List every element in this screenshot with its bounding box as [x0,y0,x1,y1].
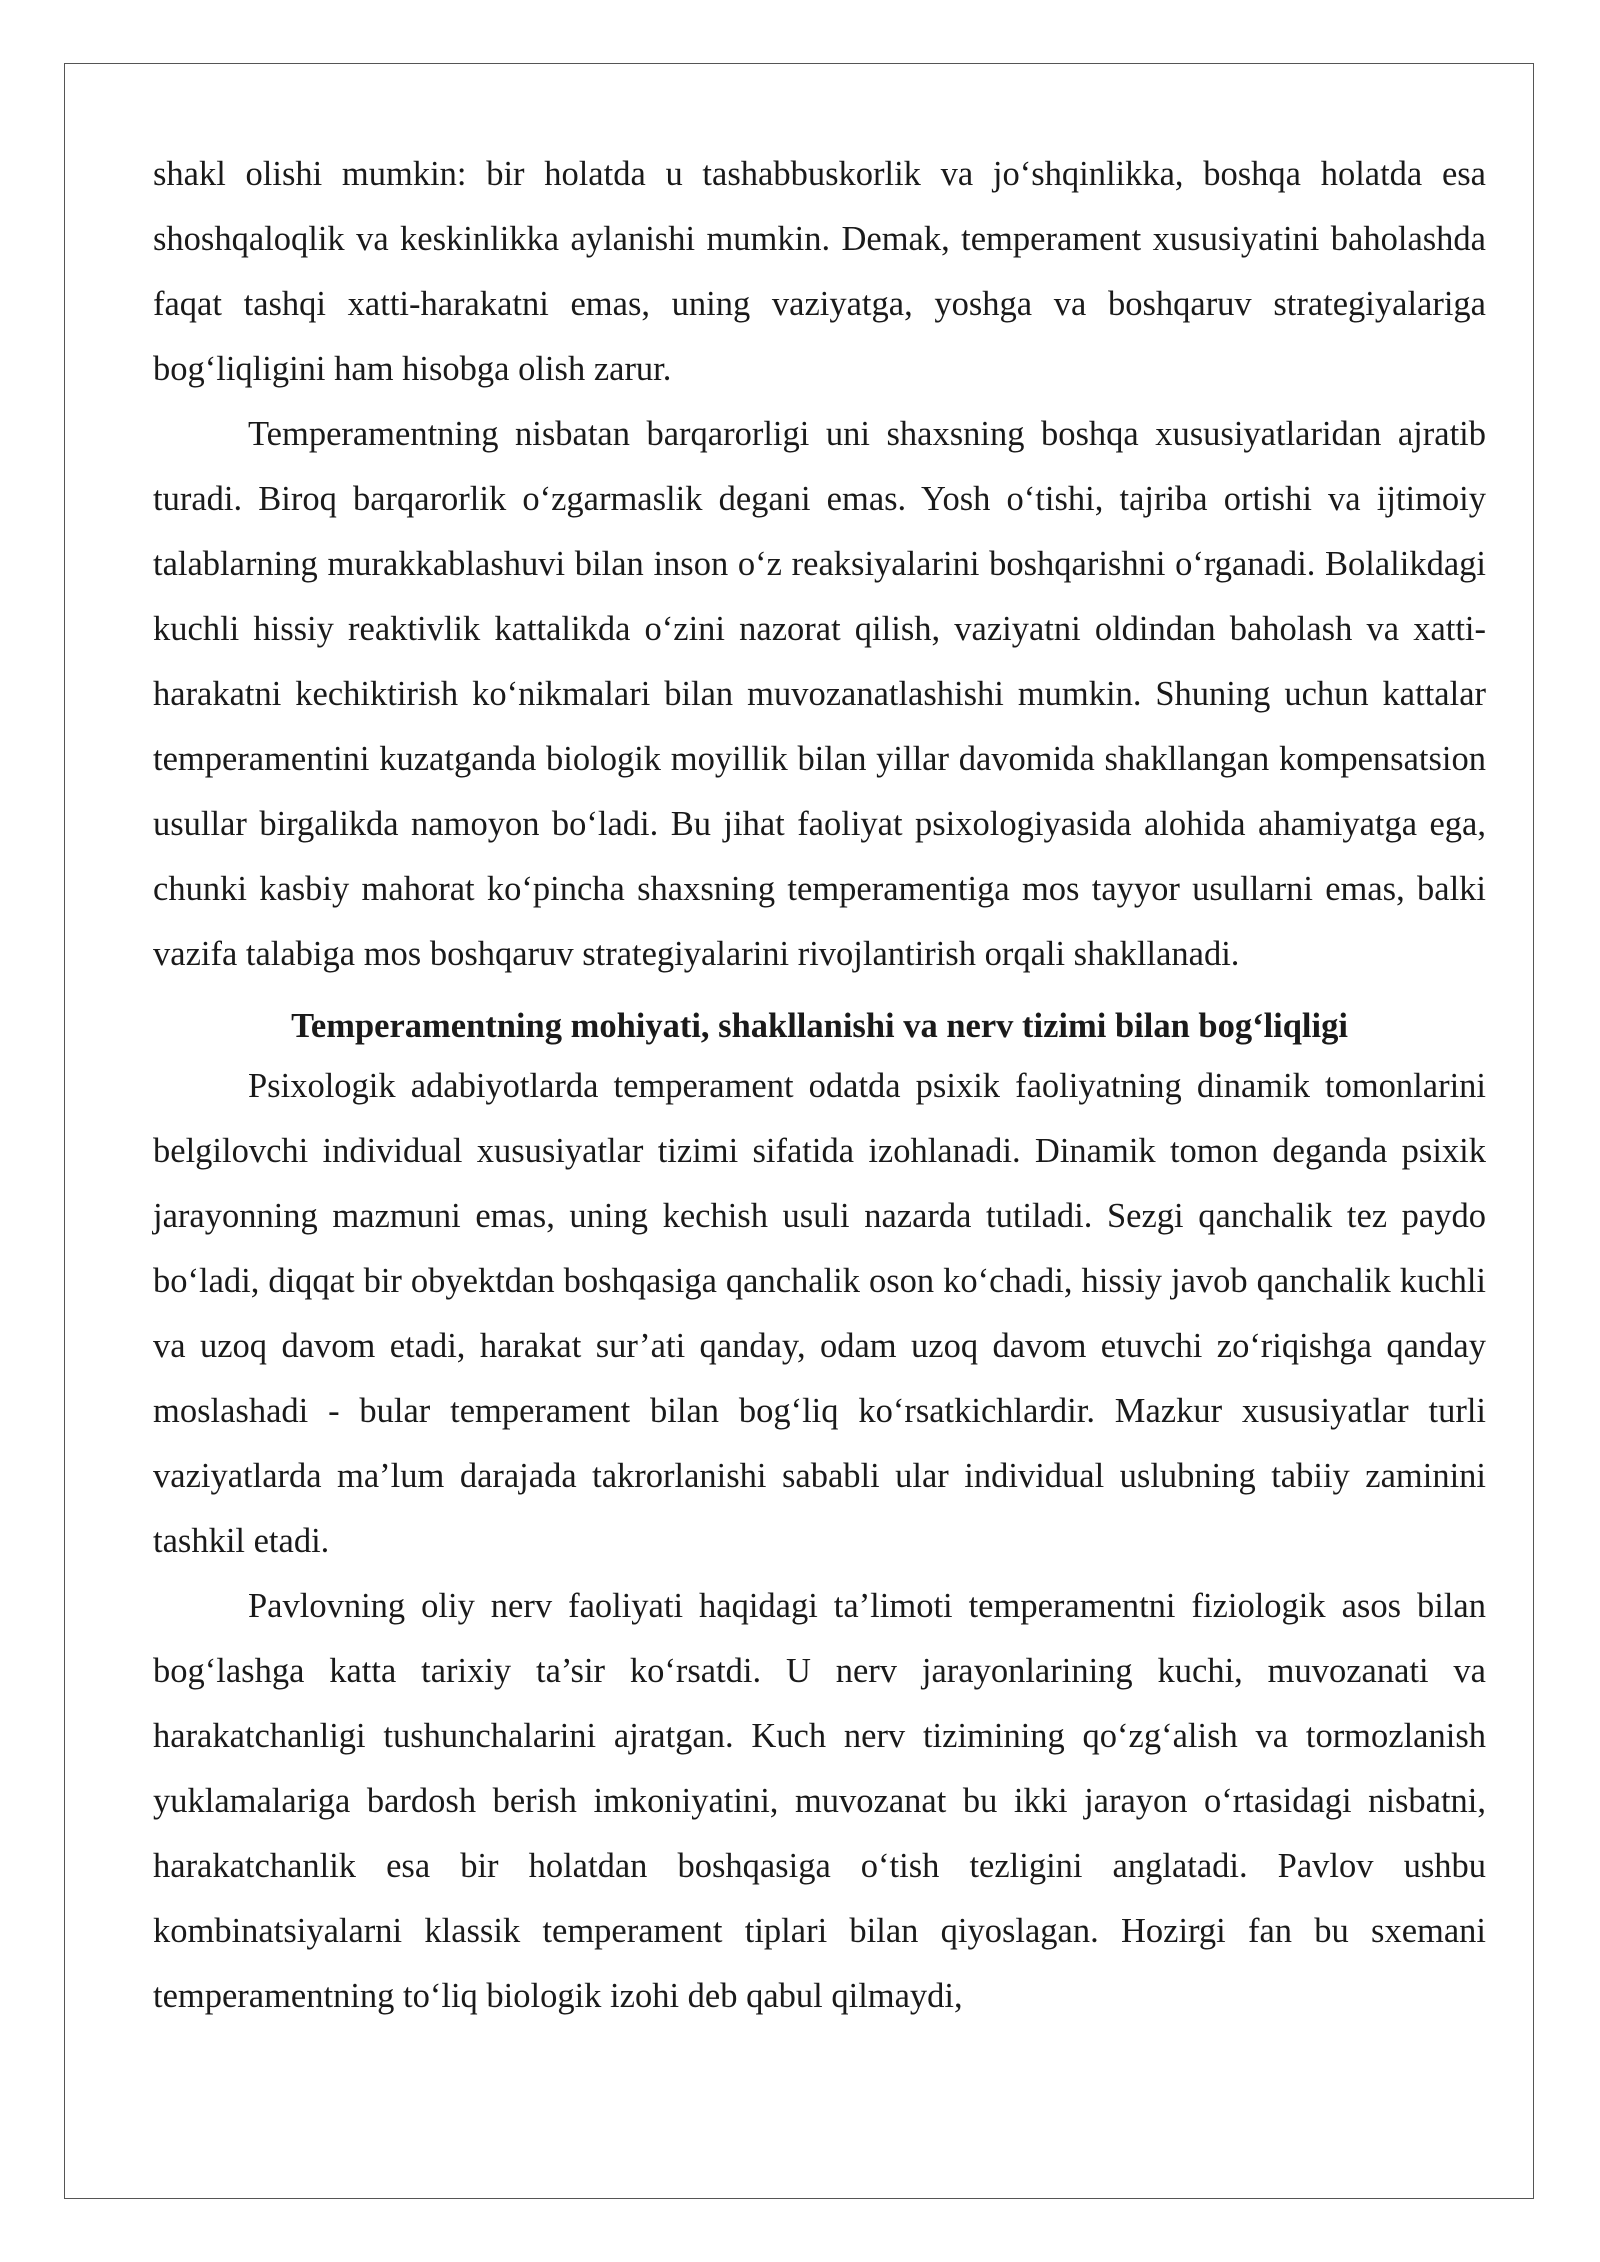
paragraph-pavlov-theory: Pavlovning oliy nerv faoliyati haqidagi ta’limoti temperamentni fiziologik asos bilan bog‘lashga katta tarixiy ta’sir ko‘rsatdi. U nerv jarayonlarining kuchi, muvozanati va harakatchanligi tushunchalarini ajratgan. Kuch nerv tizimining qo‘zg‘alish va tormozlanish yuklamalariga bardosh berish imkoniyatini, muvozanat bu ikki jarayon o‘rtasidagi nisbatni, harakatchanlik esa bir holatdan boshqasiga o‘tish tezligini anglatadi. Pavlov ushbu kombinatsiyalarni klassik temperament tiplari bilan qiyoslagan. Hozirgi fan bu sxemani temperamentning to‘liq biologik izohi deb qabul qilmaydi, [153,1587,1486,2015]
document-body [153,142,1486,2029]
paragraph-temperament-definition: Psixologik adabiyotlarda temperament odatda psixik faoliyatning dinamik tomonlarini belgilovchi individual xususiyatlar tizimi sifatida izohlanadi. Dinamik tomon deganda psixik jarayonning mazmuni emas, uning kechish usuli nazarda tutiladi. Sezgi qanchalik tez paydo bo‘ladi, diqqat bir obyektdan boshqasiga qanchalik oson ko‘chadi, hissiy javob qanchalik kuchli va uzoq davom etadi, harakat sur’ati qanday, odam uzoq davom etuvchi zo‘riqishga qanday moslashadi - bular temperament bilan bog‘liq ko‘rsatkichlardir. Mazkur xususiyatlar turli vaziyatlarda ma’lum darajada takrorlanishi sababli ular individual uslubning tabiiy zaminini tashkil etadi. [153,1067,1486,1560]
paragraph-continuation: shakl olishi mumkin: bir holatda u tashabbuskorlik va jo‘shqinlikka, boshqa holatda esa shoshqaloqlik va keskinlikka aylanishi mumkin. Demak, temperament xususiyatini baholashda faqat tashqi xatti-harakatni emas, uning vaziyatga, yoshga va boshqaruv strategiyalariga bog‘liqligini ham hisobga olish zarur. [153,155,1486,388]
paragraph-temperament-stability: Temperamentning nisbatan barqarorligi uni shaxsning boshqa xususiyatlaridan ajratib turadi. Biroq barqarorlik o‘zgarmaslik degani emas. Yosh o‘tishi, tajriba ortishi va ijtimoiy talablarning murakkablashuvi bilan inson o‘z reaksiyalarini boshqarishni o‘rganadi. Bolalikdagi kuchli hissiy reaktivlik kattalikda o‘zini nazorat qilish, vaziyatni oldindan baholash va xatti-harakatni kechiktirish ko‘nikmalari bilan muvozanatlashishi mumkin. Shuning uchun kattalar temperamentini kuzatganda biologik moyillik bilan yillar davomida shakllangan kompensatsion usullar birgalikda namoyon bo‘ladi. Bu jihat faoliyat psixologiyasida alohida ahamiyatga ega, chunki kasbiy mahorat ko‘pincha shaxsning temperamentiga mos tayyor usullarni emas, balki vazifa talabiga mos boshqaruv strategiyalarini rivojlantirish orqali shakllanadi. [153,415,1486,973]
section-heading: Temperamentning mohiyati, shakllanishi va nerv tizimi bilan bog‘liqligi [291,1007,1348,1045]
